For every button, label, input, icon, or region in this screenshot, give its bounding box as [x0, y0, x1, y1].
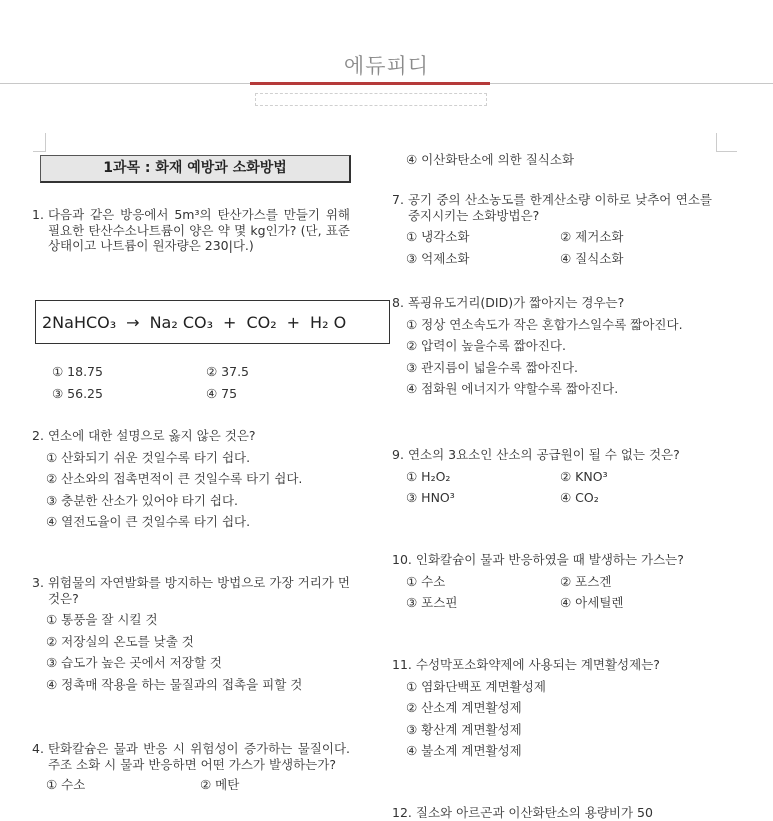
- header-accent-rule: [250, 82, 490, 85]
- question-12: [392, 805, 712, 821]
- option: ③ 황산계 계면활성제: [406, 721, 522, 737]
- option: ③ HNO³: [406, 490, 455, 505]
- question-text: 연소의 3요소인 산소의 공급원이 될 수 없는 것은?: [407, 447, 680, 462]
- header-placeholder-box: [255, 93, 487, 106]
- question-4: [32, 741, 350, 793]
- option: ② 산소계 계면활성제: [406, 700, 522, 715]
- option: ① 통풍을 잘 시킬 것: [46, 612, 158, 627]
- option: ③ 억제소화: [406, 250, 470, 266]
- equation-product-3: H₂ O: [310, 312, 347, 332]
- question-text: 공기 중의 산소농도를 한계산소량 이하로 낮추어 연소를 중지시키는 소화방법은?: [407, 192, 712, 223]
- question-number: 3.: [32, 575, 44, 590]
- option: ② 제거소화: [560, 229, 624, 244]
- option: ① 냉각소화: [406, 229, 470, 244]
- section-title: 1과목 : 화재 예방과 소화방법: [40, 155, 351, 183]
- question-text: 위험물의 자연발화를 방지하는 방법으로 가장 거리가 먼 것은?: [47, 575, 350, 606]
- option: ③ 관지름이 넓을수록 짧아진다.: [406, 359, 579, 375]
- option: ② 산소와의 접촉면적이 큰 것일수록 타기 쉽다.: [46, 471, 303, 486]
- option: ② 37.5: [206, 364, 250, 379]
- question-2: [32, 428, 350, 536]
- option: ④ 아세틸렌: [560, 595, 624, 610]
- equation-arrow: →: [126, 312, 140, 332]
- question-number: 7.: [392, 192, 404, 207]
- question-1: [32, 207, 350, 254]
- option: ② 메탄: [200, 777, 240, 792]
- question-number: 10.: [392, 552, 412, 567]
- question-11: [392, 657, 712, 765]
- option: ③ 충분한 산소가 있어야 타기 쉽다.: [46, 492, 239, 508]
- option: ① 정상 연소속도가 작은 혼합가스일수록 짧아진다.: [406, 316, 683, 332]
- question-1-options: [32, 358, 372, 401]
- equation-plus-2: +: [286, 312, 301, 332]
- question-8: [392, 295, 712, 403]
- option: ④ 질식소화: [560, 250, 624, 266]
- option: ① 수소: [406, 573, 446, 589]
- option: ① H₂O₂: [406, 468, 451, 484]
- question-7: [392, 192, 712, 266]
- option: ④ 이산화탄소에 의한 질식소화: [406, 152, 575, 167]
- option: ③ 습도가 높은 곳에서 저장할 것: [46, 655, 222, 670]
- header-title: 에듀피디: [343, 54, 430, 78]
- option: ④ 75: [206, 385, 238, 401]
- option: ① 산화되기 쉬운 것일수록 타기 쉽다.: [46, 449, 251, 465]
- option: ④ 열전도율이 큰 것일수록 타기 쉽다.: [46, 514, 251, 529]
- question-number: 2.: [32, 428, 44, 443]
- question-text: 질소와 아르곤과 이산화탄소의 용량비가 50: [415, 805, 653, 820]
- question-number: 8.: [392, 295, 404, 310]
- question-number: 9.: [392, 447, 404, 462]
- question-text: 수성막포소화약제에 사용되는 계면활성제는?: [415, 657, 660, 672]
- option: ③ 56.25: [52, 385, 103, 401]
- question-number: 1.: [32, 207, 44, 222]
- question-text: 연소에 대한 설명으로 옳지 않은 것은?: [47, 428, 256, 443]
- reaction-equation: [35, 300, 390, 344]
- equation-plus-1: +: [223, 312, 237, 332]
- question-3: [32, 575, 350, 698]
- option: ② 저장실의 온도를 낮출 것: [46, 633, 194, 649]
- option: ① 수소: [46, 777, 86, 792]
- question-number: 12.: [392, 805, 412, 820]
- equation-product-1: Na₂ CO₃: [149, 312, 214, 332]
- option: ③ 포스핀: [406, 595, 458, 610]
- option: ① 18.75: [52, 364, 103, 379]
- question-9: [392, 447, 712, 506]
- option: ② KNO³: [560, 468, 608, 484]
- question-number: 11.: [392, 657, 412, 672]
- option: ④ 점화원 에너지가 약할수록 짧아진다.: [406, 381, 619, 396]
- question-10: [392, 552, 712, 611]
- option: ④ 정촉매 작용을 하는 물질과의 접촉을 피할 것: [46, 676, 303, 692]
- question-text: 탄화칼슘은 물과 반응 시 위험성이 증가하는 물질이다. 주조 소화 시 물과 반응하면 어떤 가스가 발생하는가?: [47, 741, 350, 772]
- option: ② 포스겐: [560, 573, 612, 589]
- option: ② 압력이 높을수록 짧아진다.: [406, 338, 566, 353]
- option: ④ CO₂: [560, 490, 599, 505]
- option: ① 염화단백포 계면활성제: [406, 678, 546, 694]
- page-corner-mark-left: [33, 133, 46, 152]
- equation-product-2: CO₂: [246, 312, 277, 332]
- equation-reactant: 2NaHCO₃: [42, 312, 117, 332]
- option: ④ 불소계 계면활성제: [406, 743, 522, 758]
- question-text: 다음과 같은 방응에서 5m³의 탄산가스를 만들기 위해 필요한 탄산수소나트륨이 양은 약 몇 kg인가? (단, 표준 상태이고 나트륨이 원자량은 230|다.): [47, 207, 350, 253]
- question-text: 폭굉유도거리(DID)가 짧아지는 경우는?: [407, 295, 625, 310]
- question-text: 인화칼슘이 물과 반응하였을 때 발생하는 가스는?: [415, 552, 684, 567]
- page-corner-mark-right: [716, 133, 737, 152]
- question-number: 4.: [32, 741, 44, 756]
- question-6-tail: [392, 152, 712, 174]
